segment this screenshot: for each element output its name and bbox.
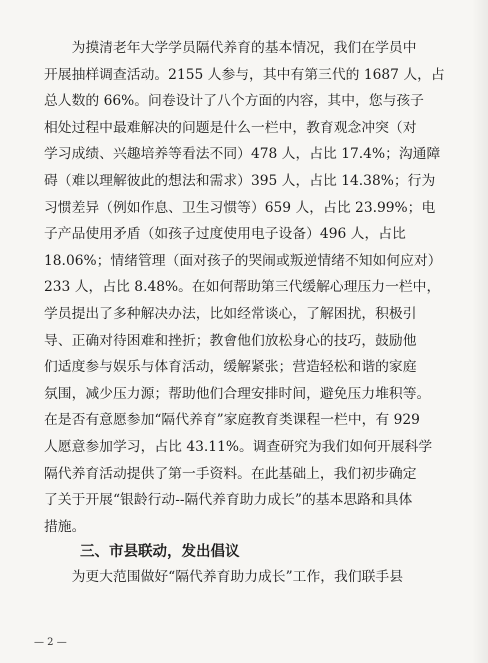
text-line: 总人数的 66%。问卷设计了八个方面的内容，其中，您与孩子 (44, 93, 424, 110)
text-line: 相处过程中最难解决的问题是什么一栏中，教育观念冲突（对 (44, 119, 417, 136)
text-line: 导、正确对待困难和挫折；教會他们放松身心的技巧，鼓励他 (44, 332, 417, 349)
text-line: 学员提出了多种解决办法，比如经常谈心，了解困扰，积极引 (44, 305, 417, 322)
text-line: 碍（难以理解彼此的想法和需求）395 人，占比 14.38%；行为 (44, 172, 436, 189)
body-paragraph-1 (44, 35, 460, 540)
section-heading: 三、市县联动，发出倡议 (80, 544, 240, 560)
text-line: 氛围，减少压力源；帮助他们合理安排时间，避免压力堆积等。 (44, 385, 431, 402)
text-line: 18.06%；情绪管理（面对孩子的哭闹或叛逆情绪不知如何应对） (44, 252, 442, 269)
text-line: 习惯差异（例如作息、卫生习惯等）659 人，占比 23.99%；电 (44, 199, 436, 216)
text-line: 了关于开展“银龄行动--隔代养育助力成长”的基本思路和具体 (44, 492, 413, 509)
text-line: 隔代养育活动提供了第一手资料。在此基础上，我们初步确定 (44, 465, 417, 482)
text-line: 开展抽样调查活动。2155 人参与，其中有第三代的 1687 人，占 (44, 66, 445, 83)
text-line: 子产品使用矛盾（如孩子过度使用电子设备）496 人，占比 (44, 226, 406, 243)
text-line: 为更大范围做好“隔代养育助力成长”工作，我们联手县 (44, 569, 404, 585)
text-line: 学习成绩、兴趣培养等看法不同）478 人，占比 17.4%；沟通障 (44, 146, 441, 163)
text-line: 在是否有意愿参加“隔代养育”家庭教育类课程一栏中，有 929 (44, 412, 420, 429)
text-line: 们适度参与娱乐与体育活动，缓解紧张；营造轻松和谐的家庭 (44, 359, 417, 376)
text-line: 为摸清老年大学学员隔代养育的基本情况，我们在学员中 (44, 40, 417, 56)
body-paragraph-2 (44, 564, 460, 591)
scan-edge-shade (472, 0, 488, 663)
text-line: 措施。 (44, 518, 86, 535)
text-line: 人愿意参加学习，占比 43.11%。调查研究为我们如何开展科学 (44, 438, 433, 455)
text-line: 233 人，占比 8.48%。在如何帮助第三代缓解心理压力一栏中， (44, 279, 441, 296)
page-number: — 2 — (34, 637, 67, 648)
